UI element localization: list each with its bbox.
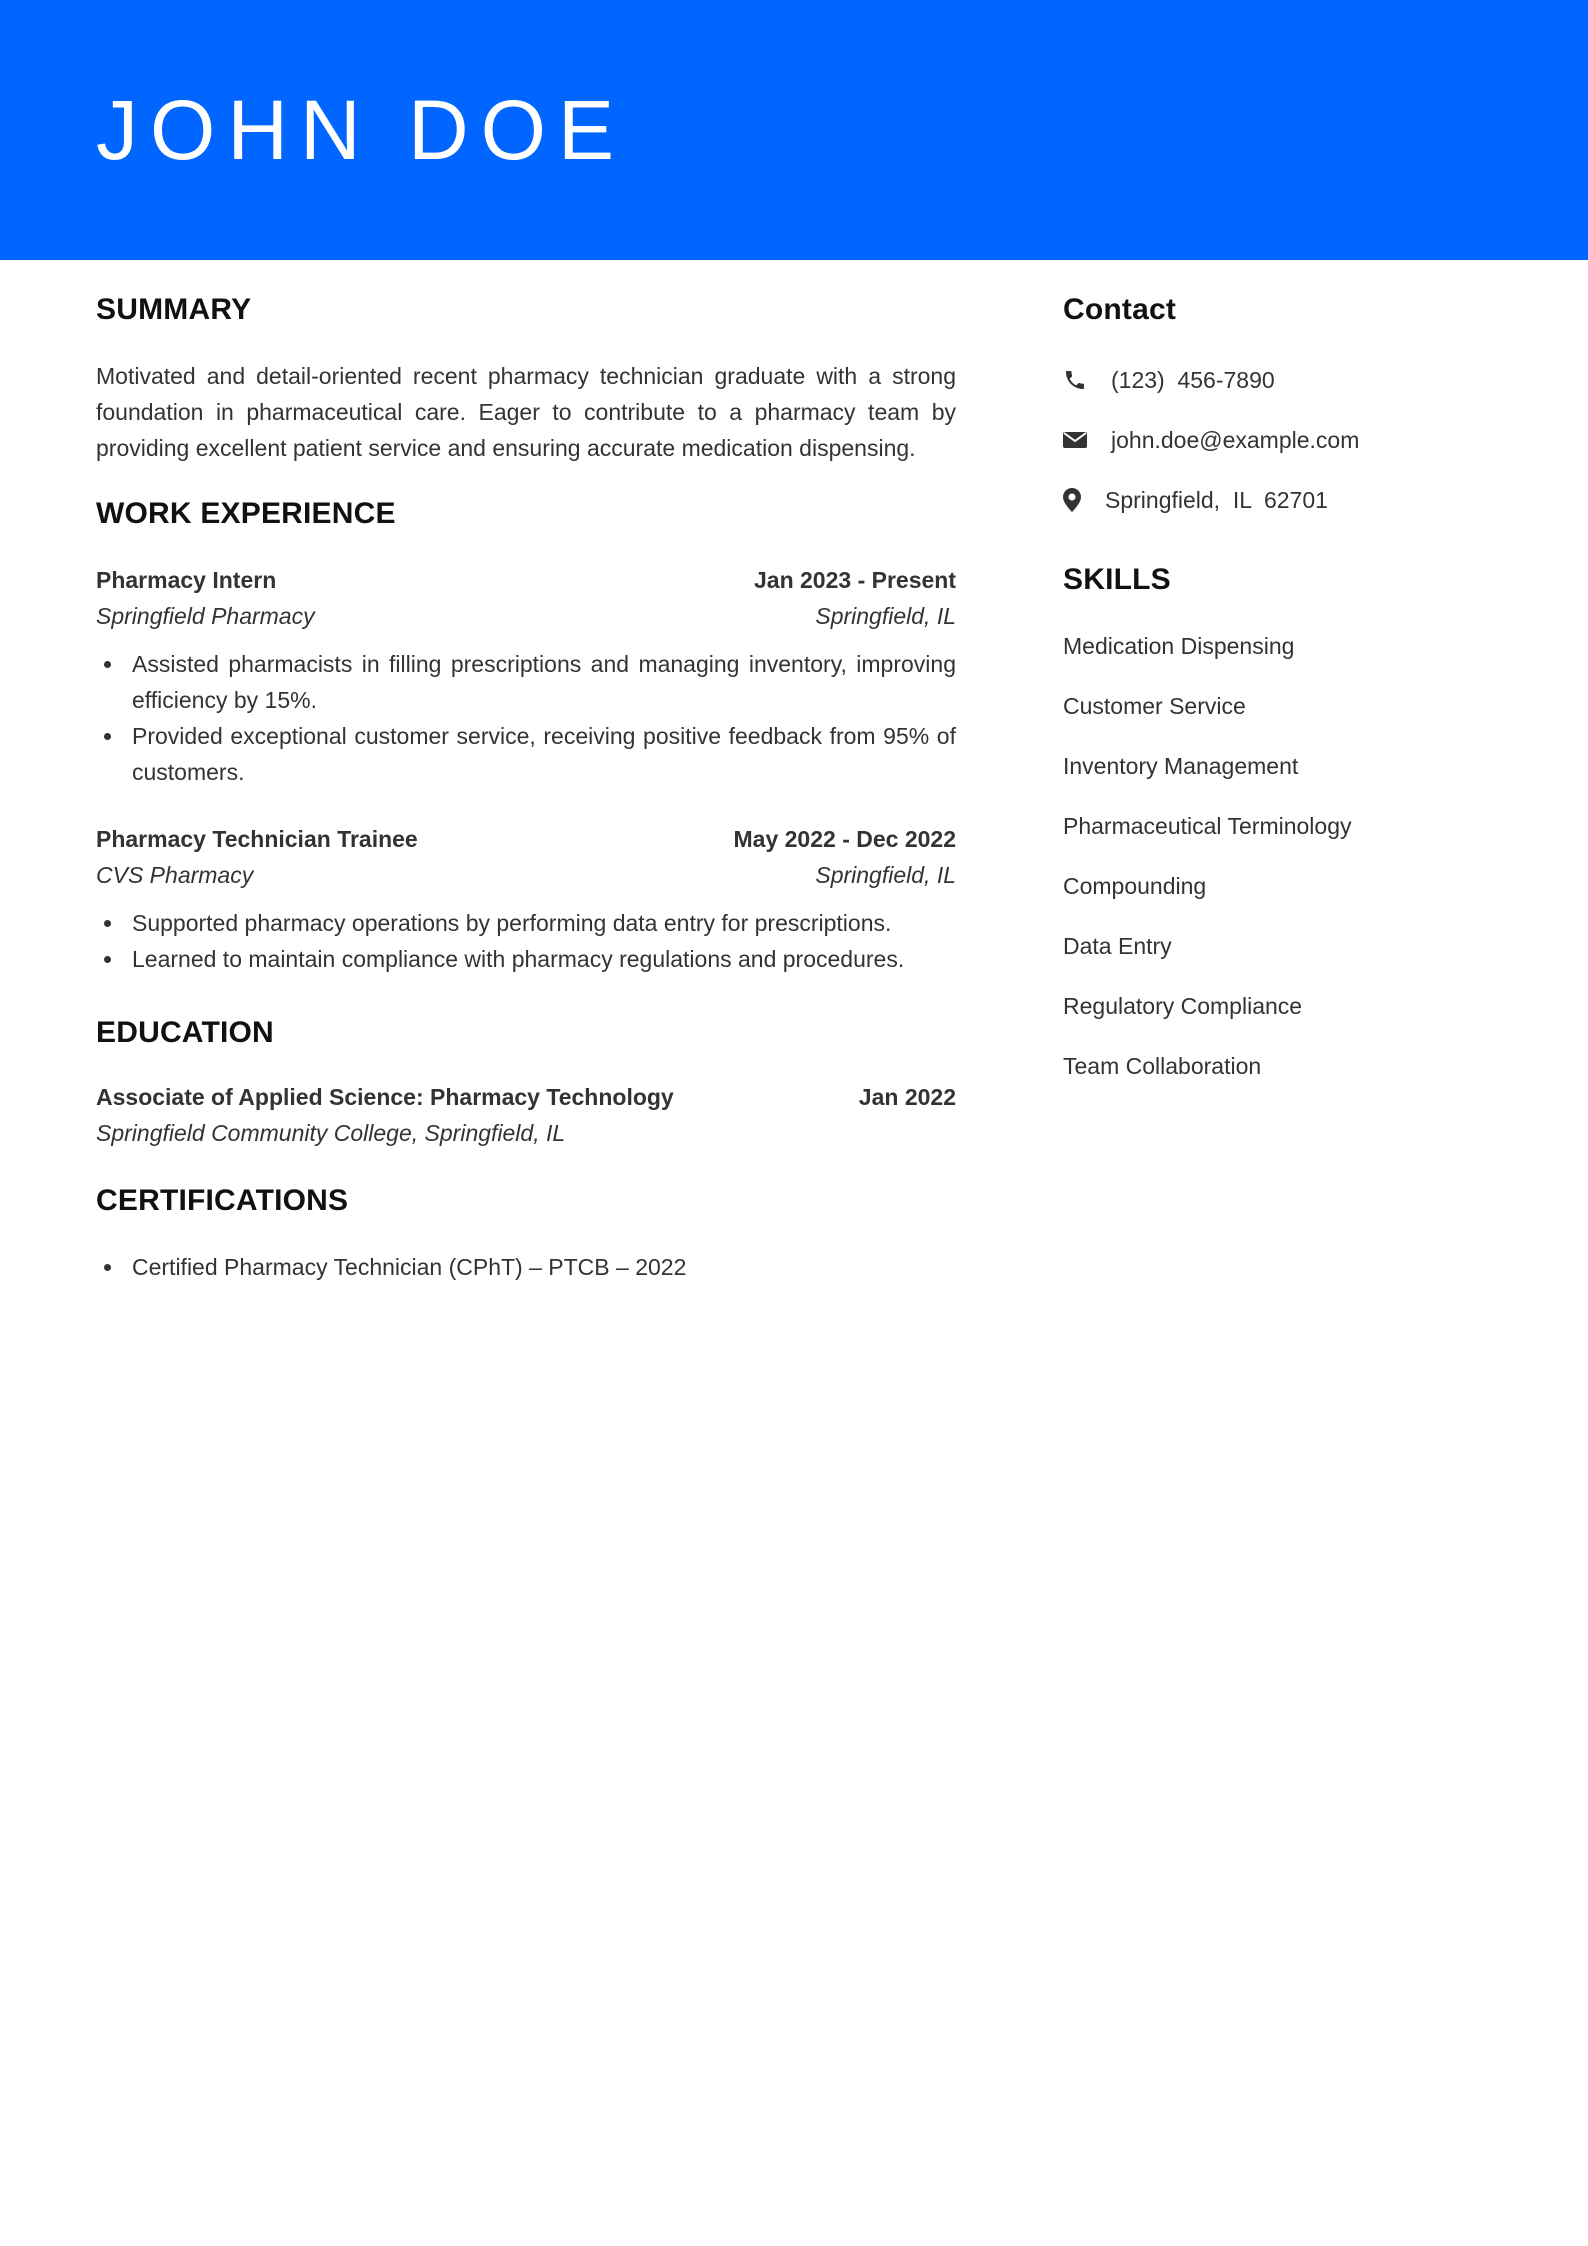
job-location: Springfield, IL	[815, 862, 956, 888]
main-column	[96, 292, 956, 1285]
job-bullet: Learned to maintain compliance with pharmacy regulations and procedures.	[96, 941, 956, 977]
envelope-icon	[1063, 430, 1111, 450]
candidate-name: JOHN DOE	[96, 83, 627, 177]
job-location: Springfield, IL	[815, 603, 956, 629]
skill-item: Regulatory Compliance	[1063, 993, 1303, 1019]
certifications-heading: CERTIFICATIONS	[96, 1184, 349, 1217]
contact-heading: Contact	[1063, 293, 1177, 326]
contact-address	[1063, 482, 1503, 518]
job-bullets	[96, 646, 956, 790]
graduation-date: Jan 2022	[858, 1084, 956, 1110]
contact-phone	[1063, 362, 1503, 398]
summary-heading: SUMMARY	[96, 293, 252, 326]
job-bullet: Supported pharmacy operations by performing data entry for prescriptions.	[96, 905, 956, 941]
contact-section	[1063, 292, 1503, 518]
skill-item: Team Collaboration	[1063, 1053, 1262, 1079]
skill-item: Customer Service	[1063, 693, 1246, 719]
summary-text: Motivated and detail-oriented recent pharmacy technician graduate with a strong foundation in pharmaceutical care. Eager to contribute to a pharmacy team by providing excellent patient service and ensuring accurate medication dispensing.	[96, 363, 956, 461]
skills-section	[1063, 562, 1503, 1084]
job-bullets	[96, 905, 956, 977]
phone-icon	[1063, 368, 1111, 392]
skill-item: Compounding	[1063, 873, 1207, 899]
education-section	[96, 1015, 956, 1151]
job-bullet: Assisted pharmacists in filling prescriptions and managing inventory, improving efficiency by 15%.	[96, 646, 956, 718]
header-banner	[0, 0, 1588, 260]
work-experience-section	[96, 496, 956, 977]
sidebar-column	[1063, 292, 1503, 1108]
summary-section	[96, 292, 956, 466]
phone-number: (123) 456-7890	[1111, 366, 1275, 393]
skills-list	[1063, 628, 1503, 1084]
work-experience-heading: WORK EXPERIENCE	[96, 497, 396, 530]
skill-item: Medication Dispensing	[1063, 633, 1295, 659]
certifications-section	[96, 1183, 956, 1285]
skill-item: Inventory Management	[1063, 753, 1299, 779]
skills-heading: SKILLS	[1063, 563, 1171, 596]
job-dates: Jan 2023 - Present	[753, 567, 956, 593]
job-title: Pharmacy Technician Trainee	[96, 826, 418, 852]
education-heading: EDUCATION	[96, 1016, 274, 1049]
job-entry	[96, 821, 956, 977]
skill-item: Pharmaceutical Terminology	[1063, 813, 1352, 839]
certification-list	[96, 1249, 956, 1285]
email-address: john.doe@example.com	[1111, 426, 1360, 453]
contact-email	[1063, 422, 1503, 458]
degree-title: Associate of Applied Science: Pharmacy Technology	[96, 1084, 674, 1110]
job-dates: May 2022 - Dec 2022	[733, 826, 956, 852]
skill-item: Data Entry	[1063, 933, 1172, 959]
job-company: CVS Pharmacy	[96, 862, 254, 888]
job-bullet: Provided exceptional customer service, receiving positive feedback from 95% of customers.	[96, 718, 956, 790]
map-pin-icon	[1063, 488, 1105, 512]
certification-item: Certified Pharmacy Technician (CPhT) – PTCB – 2022	[96, 1249, 956, 1285]
job-company: Springfield Pharmacy	[96, 603, 315, 629]
address: Springfield, IL 62701	[1105, 486, 1328, 513]
school-name: Springfield Community College, Springfield, IL	[96, 1120, 566, 1146]
job-entry	[96, 562, 956, 790]
job-title: Pharmacy Intern	[96, 567, 277, 593]
